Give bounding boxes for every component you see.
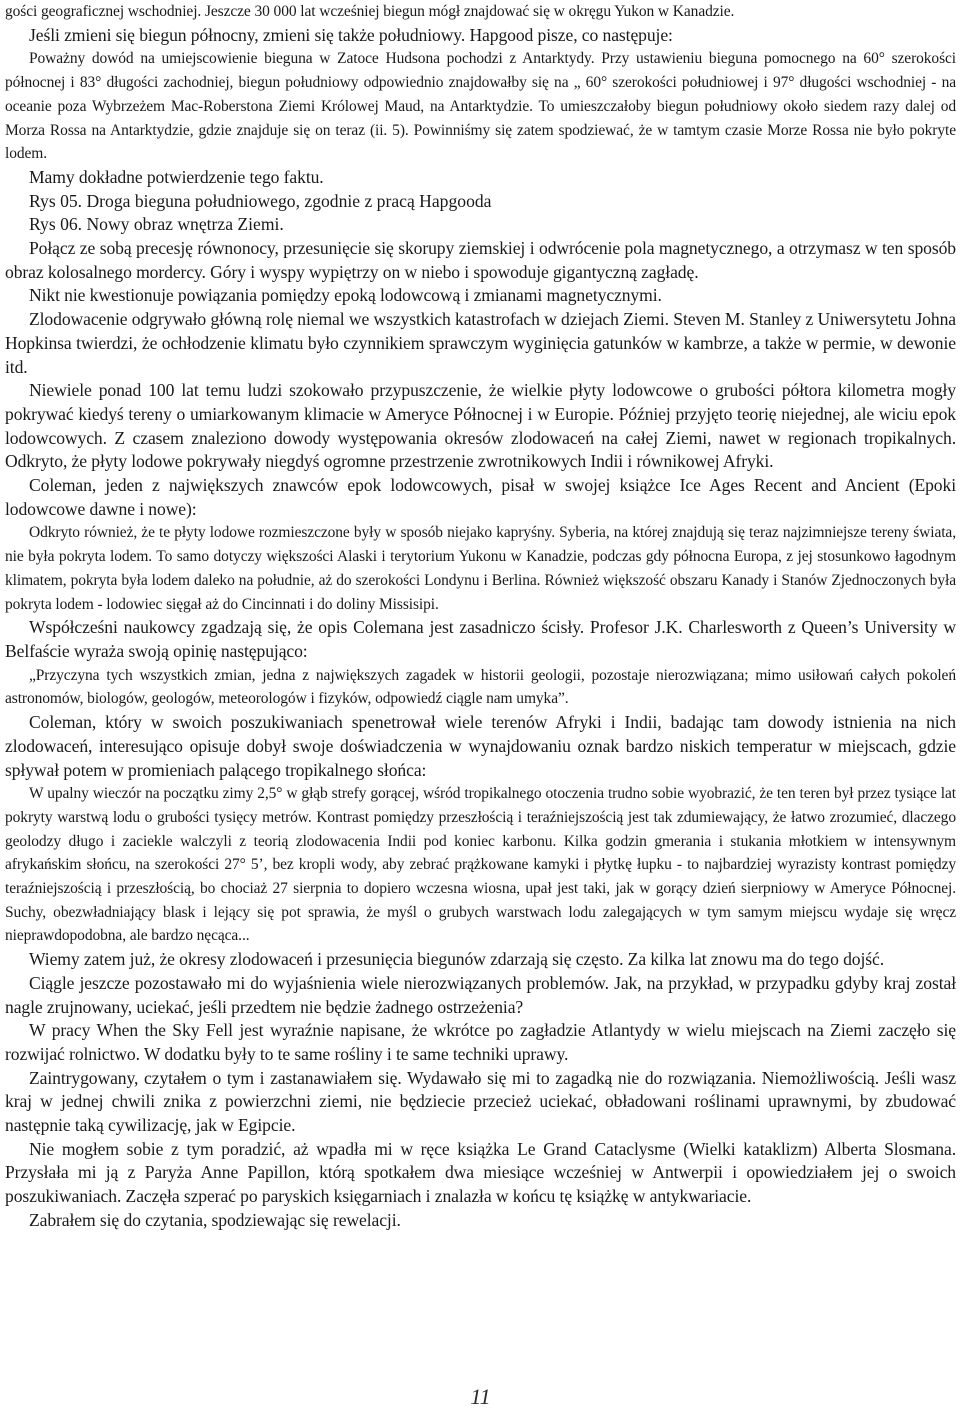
- paragraph: Zaintrygowany, czytałem o tym i zastanawiałem się. Wydawało się mi to zagadką nie do rozwiązania. Niemożliwością. Jeśli wasz kraj w jednej chwili znika z powierzchni ziemi, nie będziecie przecież uciekać, obładowani roślinami uprawnymi, by zbudować następnie taką cywilizację, jak w Egipcie.: [5, 1067, 956, 1136]
- paragraph: Niewiele ponad 100 lat temu ludzi szokowało przypuszczenie, że wielkie płyty lodowcowe o grubości półtora kilometra mogły pokrywać kiedyś tereny o umiarkowanym klimacie w Ameryce Północnej i w Europie. Później przyjęto teorię niejednej, ale wiciu epok lodowcowych. Z czasem znaleziono dowody występowania okresów zlodowaceń na całej Ziemi, nawet w regionach tropikalnych. Odkryto, że płyty lodowe pokrywały niegdyś ogromne przestrzenie zwrotnikowych Indii i równikowej Afryki.: [5, 380, 956, 472]
- page-number: 11: [470, 1384, 491, 1409]
- paragraph: Ciągle jeszcze pozostawało mi do wyjaśnienia wiele nierozwiązanych problemów. Jak, na przykład, w przypadku gdyby kraj został nagle zrujnowany, uciekać, jeśli przedtem nie będzie żadnego ostrzeżenia?: [5, 972, 956, 1017]
- paragraph: Coleman, który w swoich poszukiwaniach spenetrował wiele terenów Afryki i Indii, badając tam dowody istnienia na nich zlodowaceń, interesująco opisuje dobył swoje doświadczenia w wynajdowaniu oznak bardzo niskich temperatur w miejscach, gdzie spływał potem w promieniach palącego tropikalnego słońca:: [5, 712, 956, 780]
- paragraph: Nie mogłem sobie z tym poradzić, aż wpadła mi w ręce książka Le Grand Cataclysme (Wielki kataklizm) Alberta Slosmana. Przysłała mi ją z Paryża Anne Papillon, którą spotkałem dwa miesiące wcześniej w Antwerpii i opowiedziałem jej o swoich poszukiwaniach. Zaczęła szperać po paryskich księgarniach i znalazła w końcu tę książkę w antykwariacie.: [5, 1138, 956, 1207]
- paragraph: Nikt nie kwestionuje powiązania pomiędzy epoką lodowcową i zmianami magnetycznymi.: [29, 285, 662, 306]
- figure-caption: Rys 05. Droga bieguna południowego, zgodnie z pracą Hapgooda: [29, 190, 492, 211]
- paragraph: Coleman, jeden z największych znawców epok lodowcowych, pisał w swojej książce Ice Ages Recent and Ancient (Epoki lodowcowe dawne i nowe):: [5, 475, 956, 519]
- quote-paragraph: „Przyczyna tych wszystkich zmian, jedna z największych zagadek w historii geologii, pozostaje nierozwiązana; mimo usiłowań całych pokoleń astronomów, biologów, geologów, meteorologów i fizyków, odpowiedź ciągle nam umyka”.: [5, 666, 956, 708]
- paragraph: Mamy dokładne potwierdzenie tego faktu.: [29, 166, 324, 187]
- figure-caption: Rys 06. Nowy obraz wnętrza Ziemi.: [29, 214, 284, 235]
- paragraph: W pracy When the Sky Fell jest wyraźnie napisane, że wkrótce po zagładzie Atlantydy w wielu miejscach na Ziemi zaczęło się rozwijać rolnictwo. W dodatku były to te same rośliny i te same techniki uprawy.: [5, 1020, 956, 1064]
- paragraph: Jeśli zmieni się biegun północny, zmieni się także południowy. Hapgood pisze, co następuje:: [29, 24, 673, 45]
- paragraph: Zlodowacenie odgrywało główną rolę niemal we wszystkich katastrofach w dziejach Ziemi. Steven M. Stanley z Uniwersytetu Johna Hopkinsa twierdzi, że ochłodzenie klimatu było czynnikiem sprawczym wyginięcia gatunków w kambrze, a także w permie, w dewonie itd.: [5, 309, 956, 377]
- quote-paragraph: W upalny wieczór na początku zimy 2,5° w głąb strefy gorącej, wśród tropikalnego otoczenia trudno sobie wyobrazić, że ten teren był przez tysiące lat pokryty warstwą lodu o grubości tysięcy metrów. Kontrast pomiędzy przeszłością i teraźniejszością jest tak zdumiewający, że łatwo zrozumieć, dlaczego geolodzy długo i zaciekle walczyli z teorią zlodowacenia Indii pod koniec karbonu. Kilka godzin gmerania i stukania młotkiem w intensywnym afrykańskim słońcu, na szerokości 27° 5’, bez kropli wody, aby zebrać prążkowane kamyki i płytkę łupku - to najbardziej wyrazisty kontrast pomiędzy teraźniejszością i przeszłością, bo chociaż 27 sierpnia to dopiero wczesna wiosna, upał jest taki, jak w gorący dzień sierpniowy w Ameryce Północnej. Suchy, obezwładniający blask i lejący się pot sprawia, że myśl o grubych warstwach lodu zalegających w tym samym miejscu wydaje się wręcz nieprawdopodobna, ale bardzo nęcąca...: [5, 785, 956, 945]
- quote-paragraph: Odkryto również, że te płyty lodowe rozmieszczone były w sposób niejako kapryśny. Syberia, na której znajdują się teraz najzimniejsze tereny świata, nie była pokryta lodem. To samo dotyczy większości Alaski i terytorium Yukonu w Kanadzie, podczas gdy północna Europa, z jej stosunkowo łagodnym klimatem, pokryta była lodem daleko na południe, aż do szerokości Londynu i Berlina. Również większość obszaru Kanady i Stanów Zjednoczonych była pokryta lodem - lodowiec sięgał aż do Cincinnati i do doliny Missisipi.: [5, 524, 956, 613]
- paragraph: gości geograficznej wschodniej. Jeszcze 30 000 lat wcześniej biegun mógł znajdować się w okręgu Yukon w Kanadzie.: [5, 3, 735, 20]
- document-page: [5, 0, 956, 1412]
- paragraph: Połącz ze sobą precesję równonocy, przesunięcie się skorupy ziemskiej i odwrócenie pola magnetycznego, a otrzymasz w ten sposób obraz kolosalnego mordercy. Góry i wyspy wypiętrzy on w niebo i spowoduje gigantyczną zagładę.: [5, 238, 956, 282]
- quote-paragraph: Poważny dowód na umiejscowienie bieguna w Zatoce Hudsona pochodzi z Antarktydy. Przy ustawieniu bieguna pomocnego na 60° szerokości północnej i 83° długości zachodniej, biegun południowy odpowiednio znajdowałby się na „ 60° szerokości południowej i 97° długości wschodniej - na oceanie poza Wybrzeżem Mac-Roberstona Ziemi Królowej Maud, na Antarktydzie. To umieszczałoby biegun południowy około siedem razy dalej od Morza Rossa na Antarktydzie, gdzie znajduje się on teraz (ii. 5). Powinniśmy się zatem spodziewać, że w tamtym czasie Morze Rossa nie było pokryte lodem.: [5, 50, 956, 163]
- paragraph: Współcześni naukowcy zgadzają się, że opis Colemana jest zasadniczo ścisły. Profesor J.K. Charlesworth z Queen’s University w Belfaście wyraża swoją opinię następująco:: [5, 617, 956, 661]
- paragraph: Zabrałem się do czytania, spodziewając się rewelacji.: [29, 1209, 401, 1230]
- paragraph: Wiemy zatem już, że okresy zlodowaceń i przesunięcia biegunów zdarzają się często. Za kilka lat znowu ma do tego dojść.: [29, 949, 885, 970]
